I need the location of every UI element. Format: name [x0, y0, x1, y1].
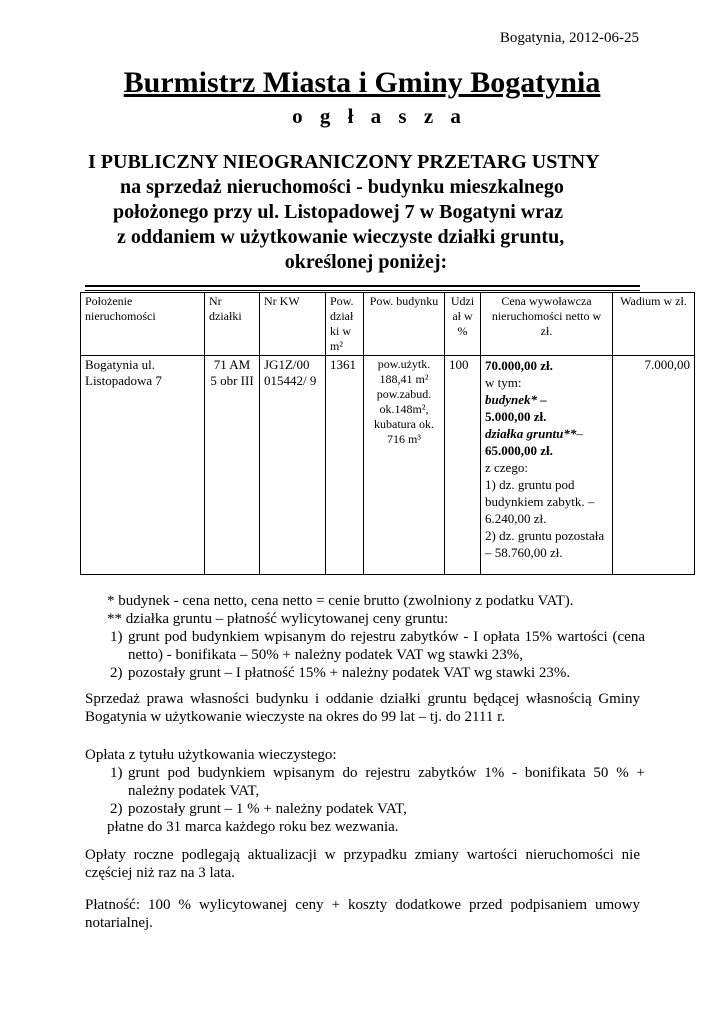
footnote-plot: ** działka gruntu – płatność wylicytowanej ceny gruntu:	[107, 611, 449, 627]
headline-line-3: położonego przy ul. Listopadowej 7 w Bogatyni wraz	[113, 201, 563, 223]
header-location: Położenie nieruchomości	[81, 293, 205, 356]
document-date: Bogatynia, 2012-06-25	[499, 30, 639, 46]
list-number: 2)	[110, 665, 123, 681]
table-header-row	[81, 293, 695, 356]
table-row	[81, 356, 695, 575]
cell-deposit: 7.000,00	[613, 356, 695, 575]
list-number: 1)	[110, 765, 123, 781]
condition-text: pozostały grunt – I płatność 15% + należny podatek VAT wg stawki 23%.	[128, 665, 571, 681]
building-usable-area: pow.użytk. 188,41 m²	[377, 357, 431, 386]
cell-kw: JG1Z/00 015442/ 9	[260, 356, 326, 575]
price-sub-2: 2) dz. gruntu pozostała – 58.760,00 zł.	[485, 528, 605, 560]
header-plot: Nr działki	[205, 293, 260, 356]
price-building-label: budynek* –	[485, 392, 547, 407]
header-kw: Nr KW	[260, 293, 326, 356]
cell-plot: 71 AM 5 obr III	[205, 356, 260, 575]
fee-text: grunt pod budynkiem wpisanym do rejestru zabytków 1% - bonifikata 50 % + należny podatek VAT,	[128, 765, 645, 799]
fee-title: Opłata z tytułu użytkowania wieczystego:	[85, 747, 337, 763]
price-total: 70.000,00 zł.	[485, 358, 553, 373]
price-of-which: z czego:	[485, 460, 528, 475]
list-number: 2)	[110, 801, 123, 817]
headline-line-2: na sprzedaż nieruchomości - budynku mieszkalnego	[120, 176, 564, 198]
header-deposit: Wadium w zł.	[613, 293, 695, 356]
document-title: Burmistrz Miasta i Gminy Bogatynia	[123, 66, 601, 99]
fee-item-1	[85, 764, 645, 800]
divider-rule	[85, 285, 640, 287]
payment-condition-1	[85, 628, 645, 664]
price-plot: 65.000,00 zł.	[485, 443, 553, 458]
price-plot-label: działka gruntu**	[485, 426, 577, 441]
price-including: w tym:	[485, 375, 522, 390]
headline-line-1: I PUBLICZNY NIEOGRANICZONY PRZETARG USTNY	[88, 151, 600, 173]
building-volume: kubatura ok. 716 m³	[374, 417, 434, 446]
fee-note: płatne do 31 marca każdego roku bez wezwania.	[107, 819, 399, 835]
payment-condition-2	[85, 664, 645, 682]
price-plot-dash: –	[576, 426, 583, 441]
cell-price	[481, 356, 613, 575]
cell-building-area	[364, 356, 445, 575]
header-price: Cena wywoławcza nieruchomości netto w zł.	[481, 293, 613, 356]
announces-heading: o g ł a s z a	[292, 104, 467, 128]
price-sub-1: 1) dz. gruntu pod budynkiem zabytk. – 6.240,00 zł.	[485, 477, 595, 526]
payment-paragraph: Płatność: 100 % wylicytowanej ceny + koszty dodatkowe przed podpisaniem umowy notarialnej.	[85, 897, 640, 931]
cell-location: Bogatynia ul. Listopadowa 7	[81, 356, 205, 575]
footnote-building: * budynek - cena netto, cena netto = cenie brutto (zwolniony z podatku VAT).	[107, 593, 574, 609]
cell-share: 100	[445, 356, 481, 575]
header-building-area: Pow. budynku	[364, 293, 445, 356]
price-building: 5.000,00 zł.	[485, 409, 547, 424]
building-built-area: pow.zabud. ok.148m²,	[376, 387, 432, 416]
cell-plot-area: 1361	[326, 356, 364, 575]
header-plot-area: Pow. dział ki w m²	[326, 293, 364, 356]
headline-line-5: określonej poniżej:	[284, 251, 448, 273]
divider-rule-thin	[85, 290, 640, 291]
fee-item-2	[85, 800, 645, 818]
condition-text: grunt pod budynkiem wpisanym do rejestru zabytków - I opłata 15% wartości (cena netto) - bonifikata – 50% + należny podatek VAT wg stawki 23%,	[128, 629, 645, 663]
headline-line-4: z oddaniem w użytkowanie wieczyste działki gruntu,	[117, 226, 565, 248]
header-share: Udzi ał w %	[445, 293, 481, 356]
update-paragraph: Opłaty roczne podlegają aktualizacji w przypadku zmiany wartości nieruchomości nie częściej niż raz na 3 lata.	[85, 847, 640, 881]
fee-text: pozostały grunt – 1 % + należny podatek VAT,	[128, 801, 407, 817]
sale-paragraph: Sprzedaż prawa własności budynku i oddanie działki gruntu będącej własnością Gminy Bogatynia w użytkowanie wieczyste na okres do 99 lat – tj. do 2111 r.	[85, 691, 640, 725]
property-table	[80, 292, 695, 575]
list-number: 1)	[110, 629, 123, 645]
